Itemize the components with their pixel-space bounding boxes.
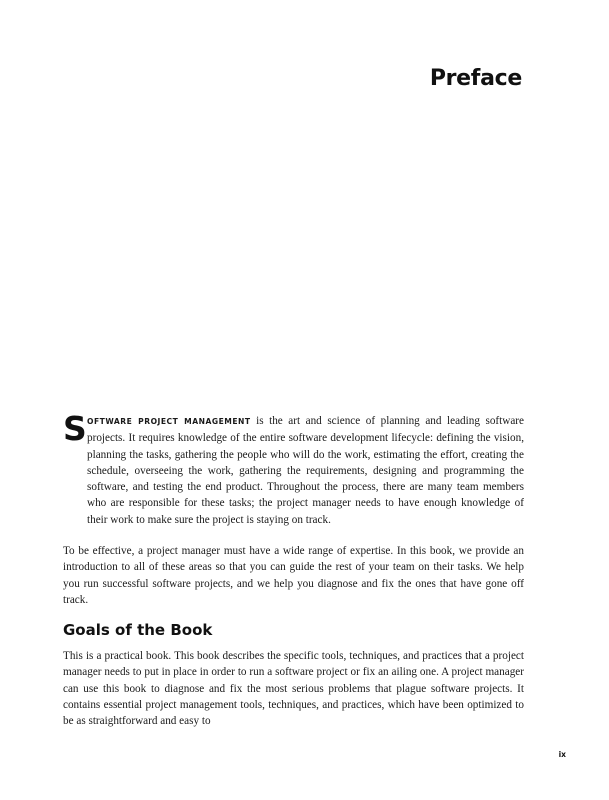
- intro-rest: is the art and science of planning and leading software projects. It requires knowledge of the entire software development lifecycle: defining the vision, planning the tasks, gathering the people who will do the work, estimating the effort, creating the schedule, overseeing the work, gathering the requirements, designing and programming the software, and testing the end product. Throughout the process, there are many team members who are responsible for these tasks; the project manager needs to have enough knowledge of their work to make sure the project is staying on track.: [87, 415, 524, 526]
- intro-text: [63, 409, 524, 528]
- chapter-title: Preface: [429, 66, 522, 91]
- section-heading: Goals of the Book: [63, 621, 213, 639]
- section-paragraph: This is a practical book. This book describes the specific tools, techniques, and practices that a project manager needs to put in place in order to run a software project or fix an ailing one. A project manager can use this book to diagnose and fix the most serious problems that plague software projects. It contains essential project management tools, techniques, and practices, which have been optimized to be as straightforward and easy to: [63, 650, 524, 728]
- paragraph-2: To be effective, a project manager must have a wide range of expertise. In this book, we provide an introduction to all of these areas so that you can guide the rest of your team on their tasks. We help you run successful software projects, and we help you diagnose and fix the ones that have gone off track.: [63, 545, 524, 606]
- drop-cap: S: [63, 409, 87, 448]
- page-number: ix: [558, 750, 566, 759]
- intro-paragraph: [63, 409, 524, 528]
- lead-smallcaps: OFTWARE PROJECT MANAGEMENT: [87, 417, 251, 426]
